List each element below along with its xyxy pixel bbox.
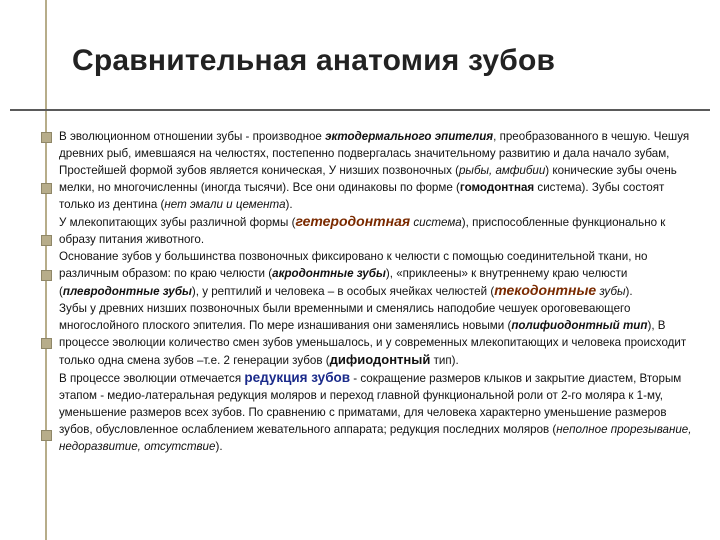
text: - сокращение размеров клыков и закрытие диастем, Вторым этапом - медио-латеральная редукция моляров и переход главной функциональной роли от 2-го моляра к 1-му, уменьшение размеров всех зубов. По сравнению с приматами, для человека характерно уменьшение размеров зубов, обусловленное ослаблением жевательного аппарата; редукция последних моляров ( [59, 372, 682, 436]
bullet-marker [41, 235, 52, 246]
term-acrodont: акродонтные зубы [272, 267, 386, 280]
term-molar-reduction: неполное прорезывание, недоразвитие, отсутствие [59, 423, 692, 453]
bullet-marker [41, 338, 52, 349]
term-polyphyodont: полифиодонтный тип [511, 319, 648, 332]
term-fish-amphibians: рыбы, амфибии [458, 164, 546, 177]
title-divider [10, 109, 710, 111]
text: зубы [596, 285, 626, 298]
paragraph-conical-form [59, 162, 699, 213]
text: система). Зубы состоят только из дентина ( [59, 181, 665, 211]
paragraph-replacement [59, 300, 699, 369]
text: В эволюционном отношении зубы - производное [59, 130, 326, 143]
paragraph-origin [59, 128, 699, 162]
text: В процессе эволюции отмечается [59, 372, 245, 385]
text: ). [215, 440, 223, 453]
term-pleurodont: плевродонтные зубы [62, 285, 192, 298]
bullet-marker [41, 430, 52, 441]
term-thecodont: текодонтные [494, 282, 597, 298]
term-no-enamel: нет эмали и цемента [164, 198, 286, 211]
text: Основание зубов у большинства позвоночных фиксировано к челюсти с помощью соединительной ткани, но различным образом: по краю челюсти ( [59, 250, 648, 280]
text: ). [625, 285, 633, 298]
text: ) конические зубы очень мелки, но многочисленны (иногда тысячи). Все они одинаковы по форме ( [59, 164, 677, 194]
bullet-marker [41, 270, 52, 281]
text: тип). [430, 354, 459, 367]
bullet-marker [41, 132, 52, 143]
body-text [59, 128, 699, 455]
term-diphyodont: дифиодонтный [329, 352, 431, 367]
paragraph-attachment [59, 248, 699, 300]
text: , преобразованного в чешую. Чешуя древних рыб, имевшаяся на челюстях, постепенно подвергалась значительному развитию и дала начало зубам, [59, 130, 690, 160]
text: У млекопитающих зубы различной формы ( [59, 216, 296, 229]
term-heterodont: гетеродонтная [295, 213, 411, 229]
text: ), «приклеены» к внутреннему краю челюсти ( [59, 267, 628, 298]
text: ), у рептилий и человека – в особых ячейках челюстей ( [191, 285, 495, 298]
term-homodont: гомодонтная [459, 181, 535, 194]
text: ). [285, 198, 293, 211]
term-tooth-reduction: редукция зубов [244, 370, 351, 385]
paragraph-reduction [59, 369, 699, 455]
term-ectoderm: эктодермального эпителия [325, 130, 494, 143]
text: система [410, 216, 462, 229]
paragraph-heterodont [59, 213, 699, 248]
bullet-marker [41, 183, 52, 194]
page-title: Сравнительная анатомия зубов [72, 44, 556, 77]
text: ), приспособленные функционально к образу питания животного. [59, 216, 666, 246]
text: Зубы у древних низших позвоночных были временными и сменялись наподобие чешуек ороговевающего многослойного плоского эпителия. По мере изнашивания они заменялись новыми ( [59, 302, 631, 332]
text: ), В процессе эволюции количество смен зубов уменьшалось, и у современных млекопитающих и человека происходит только одна смена зубов –т.е. 2 генерации зубов ( [59, 319, 687, 367]
text: Простейшей формой зубов является коническая, У низших позвоночных ( [59, 164, 459, 177]
